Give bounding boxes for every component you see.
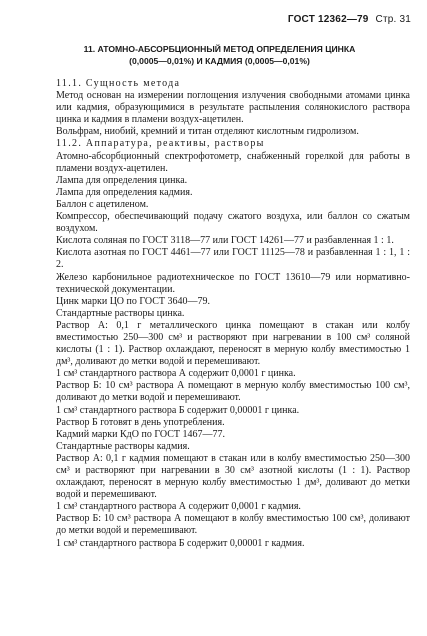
paragraph: Железо карбонильное радиотехническое по ГОСТ 13610—79 или нормативно-технической документации. <box>56 271 410 295</box>
paragraph: Кадмий марки КдО по ГОСТ 1467—77. <box>56 428 225 440</box>
paragraph: Стандартные растворы цинка. <box>56 307 185 319</box>
paragraph: 1 см³ стандартного раствора А содержит 0,0001 г цинка. <box>56 368 296 380</box>
document-body <box>56 78 410 550</box>
paragraph: Лампа для определения кадмия. <box>56 186 193 198</box>
page-number: Стр. 31 <box>375 14 411 25</box>
paragraph: Раствор А: 0,1 г металлического цинка помещают в стакан или колбу вместимостью 250—300 см³ и растворяют при нагревании в 100 см³ соляной кислоты (1 : 1). Раствор охлаждают, переносят в мерную колбу вместимостью 1 дм³, доливают до метки водой и перемешивают. <box>56 319 410 368</box>
paragraph: Кислота соляная по ГОСТ 3118—77 или ГОСТ 14261—77 и разбавленная 1 : 1. <box>56 235 394 247</box>
paragraph: 1 см³ стандартного раствора Б содержит 0,00001 г цинка. <box>56 404 300 416</box>
paragraph: Раствор А: 0,1 г кадмия помещают в стакан или в колбу вместимостью 250—300 см³ и растворяют при нагревании в 30 см³ азотной кислоты (1 : 1). Раствор охлаждают, переносят в мерную колбу вместимостью 1 дм³, доливают до метки водой и перемешивают. <box>56 452 410 501</box>
subsection-heading: 11.1. Сущность метода <box>56 78 181 89</box>
section-title-line-1: 11. АТОМНО-АБСОРБЦИОННЫЙ МЕТОД ОПРЕДЕЛЕНИЯ ЦИНКА <box>83 44 356 54</box>
page-header <box>288 14 411 25</box>
paragraph: Вольфрам, ниобий, кремний и титан отделяют кислотным гидролизом. <box>56 126 359 138</box>
section-title-line-2: (0,0005—0,01%) И КАДМИЯ (0,0005—0,01%) <box>129 56 310 66</box>
paragraph: Лампа для определения цинка. <box>56 174 188 186</box>
paragraph: 1 см³ стандартного раствора Б содержит 0,00001 г кадмия. <box>56 537 305 549</box>
standard-number: ГОСТ 12362—79 <box>287 14 369 25</box>
paragraph: Раствор Б готовят в день употребления. <box>56 416 225 428</box>
paragraph: Раствор Б: 10 см³ раствора А помещают в мерную колбу вместимостью 100 см³, доливают до метки водой и перемешивают. <box>56 380 410 404</box>
section-title <box>40 43 399 67</box>
paragraph: Компрессор, обеспечивающий подачу сжатого воздуха, или баллон со сжатым воздухом. <box>56 211 410 235</box>
paragraph: Баллон с ацетиленом. <box>56 198 149 210</box>
paragraph: Раствор Б: 10 см³ раствора А помещают в колбу вместимостью 100 см³, доливают до метки водой и перемешивают. <box>56 513 410 537</box>
paragraph: Метод основан на измерении поглощения излучения свободными атомами цинка или кадмия, образующимися в результате распыления солянокислого раствора цинка и кадмия в пламени воздух-ацетилен. <box>56 90 410 126</box>
paragraph: 1 см³ стандартного раствора А содержит 0,0001 г кадмия. <box>56 501 301 513</box>
paragraph: Кислота азотная по ГОСТ 4461—77 или ГОСТ 11125—78 и разбавленная 1 : 1, 1 : 2. <box>56 247 410 271</box>
paragraph: Стандартные растворы кадмия. <box>56 440 190 452</box>
subsection-heading: 11.2. Аппаратура, реактивы, растворы <box>56 138 265 150</box>
paragraph: Атомно-абсорбционный спектрофотометр, снабженный горелкой для работы в пламени воздух-ацетилен. <box>56 150 410 174</box>
paragraph: Цинк марки ЦО по ГОСТ 3640—79. <box>56 295 211 307</box>
